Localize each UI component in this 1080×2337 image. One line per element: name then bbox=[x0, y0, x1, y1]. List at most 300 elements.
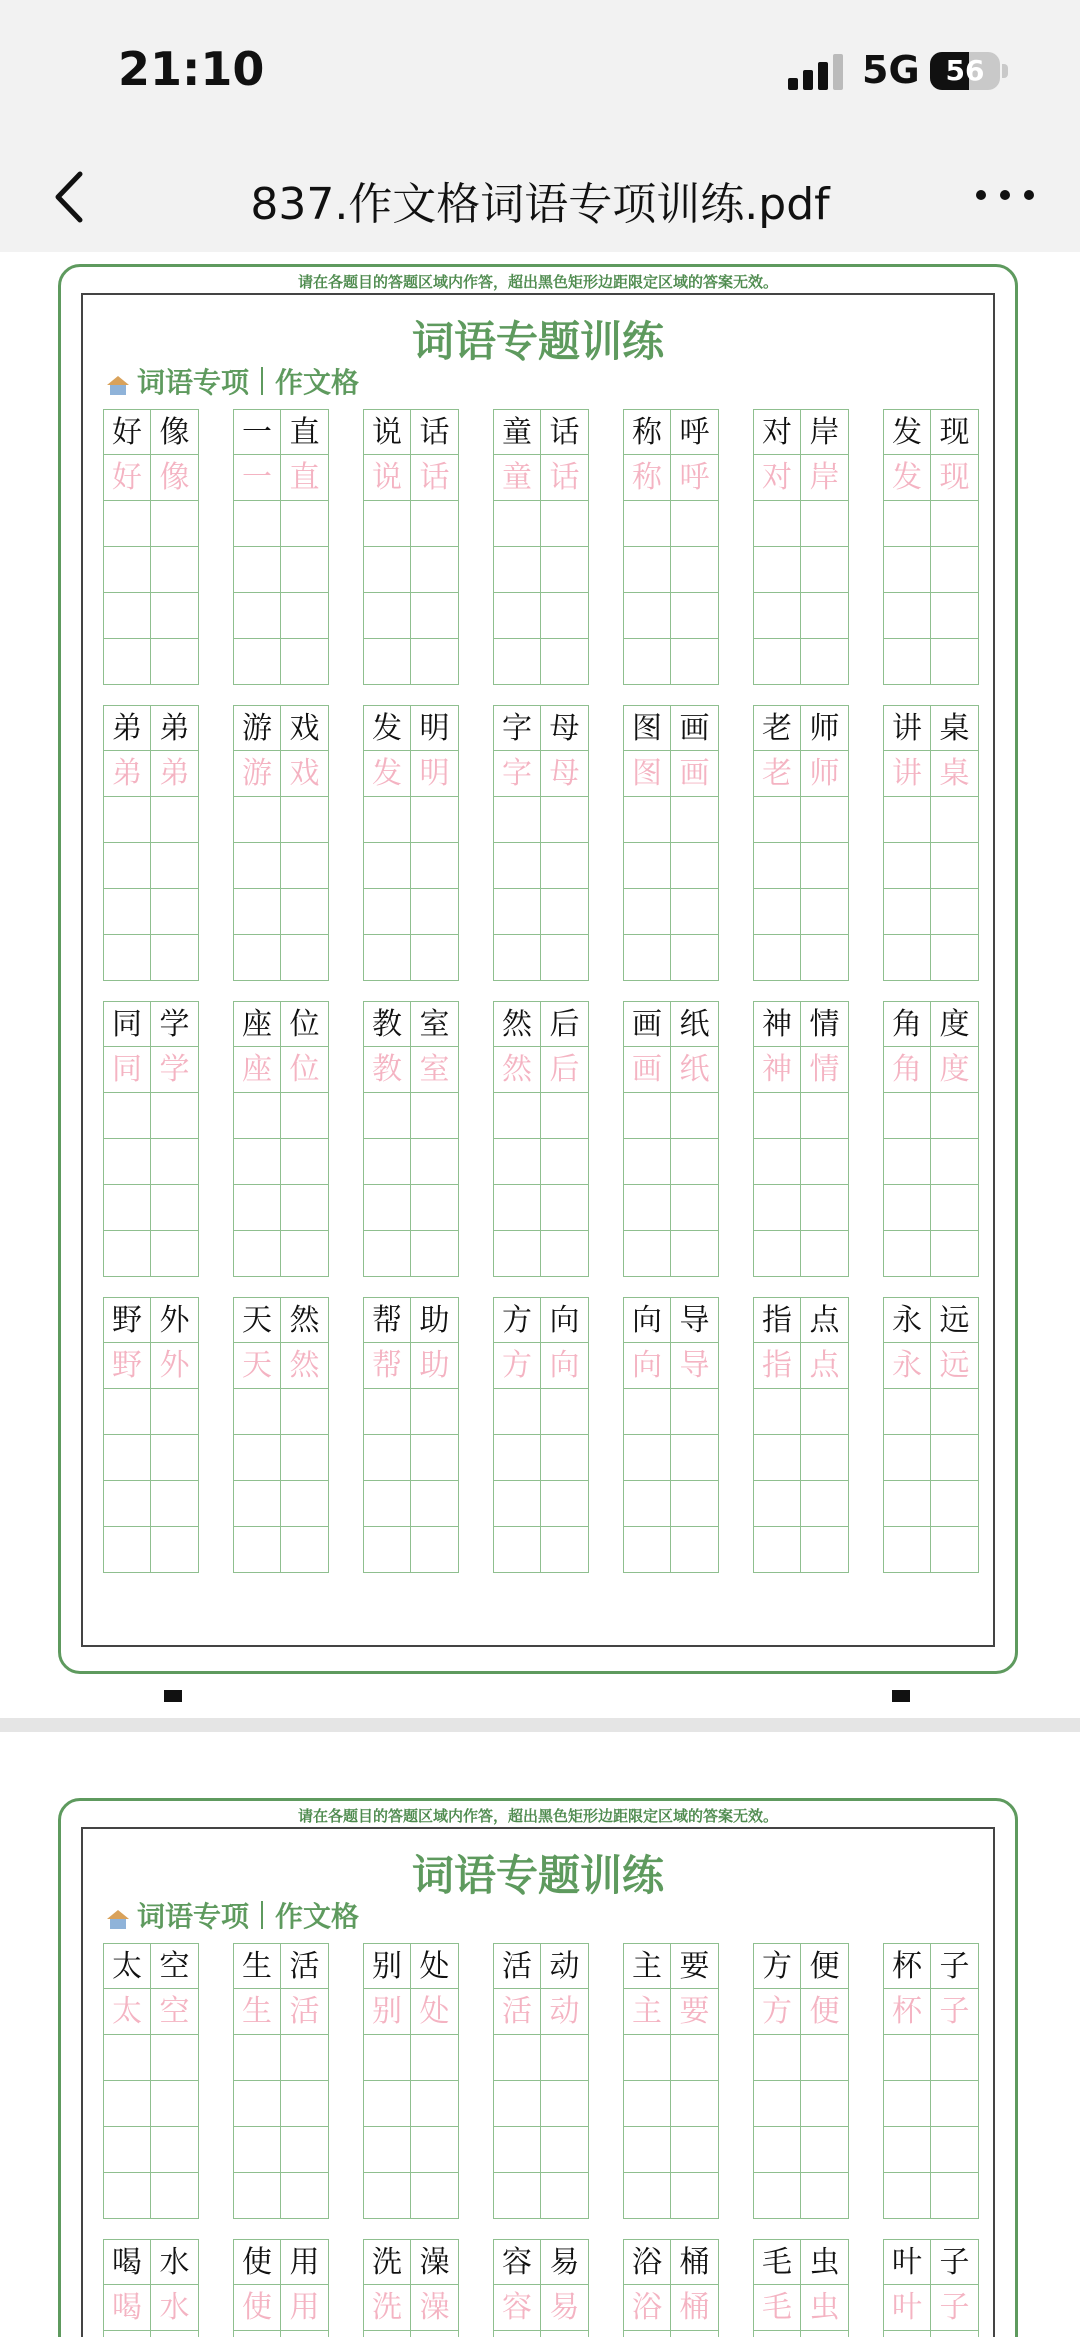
writing-cell[interactable] bbox=[151, 1185, 199, 1231]
writing-cell[interactable] bbox=[233, 2331, 281, 2337]
writing-cell[interactable] bbox=[541, 2331, 589, 2337]
word-character: 空 bbox=[151, 1943, 199, 1989]
writing-cell[interactable] bbox=[103, 843, 151, 889]
writing-cell[interactable] bbox=[363, 1231, 411, 1277]
writing-cell[interactable] bbox=[493, 1185, 541, 1231]
writing-cell[interactable] bbox=[541, 1481, 589, 1527]
writing-cell[interactable] bbox=[623, 593, 671, 639]
writing-cell[interactable] bbox=[753, 1139, 801, 1185]
writing-cell[interactable] bbox=[801, 593, 849, 639]
writing-cell[interactable] bbox=[103, 593, 151, 639]
writing-cell[interactable] bbox=[671, 2081, 719, 2127]
writing-cell[interactable] bbox=[151, 1093, 199, 1139]
writing-cell[interactable] bbox=[281, 1139, 329, 1185]
writing-cell[interactable] bbox=[801, 501, 849, 547]
writing-cell[interactable] bbox=[281, 1093, 329, 1139]
writing-cell[interactable] bbox=[883, 1231, 931, 1277]
writing-cell[interactable] bbox=[103, 935, 151, 981]
writing-cell[interactable] bbox=[931, 2173, 979, 2219]
writing-cell[interactable] bbox=[363, 547, 411, 593]
writing-cell[interactable] bbox=[411, 935, 459, 981]
writing-cell[interactable] bbox=[363, 2081, 411, 2127]
writing-cell[interactable] bbox=[541, 797, 589, 843]
writing-cell[interactable] bbox=[801, 547, 849, 593]
writing-cell[interactable] bbox=[753, 547, 801, 593]
writing-cell[interactable] bbox=[233, 501, 281, 547]
writing-cell[interactable] bbox=[281, 2081, 329, 2127]
writing-cell[interactable] bbox=[151, 2081, 199, 2127]
writing-cell[interactable] bbox=[931, 2035, 979, 2081]
writing-cell[interactable] bbox=[801, 1481, 849, 1527]
writing-cell[interactable] bbox=[281, 2173, 329, 2219]
writing-cell[interactable] bbox=[281, 1435, 329, 1481]
writing-cell[interactable] bbox=[931, 1231, 979, 1277]
writing-cell[interactable] bbox=[753, 2331, 801, 2337]
writing-cell[interactable] bbox=[411, 2331, 459, 2337]
writing-cell[interactable] bbox=[103, 2081, 151, 2127]
writing-cell[interactable] bbox=[151, 1389, 199, 1435]
writing-cell[interactable] bbox=[411, 2035, 459, 2081]
writing-cell[interactable] bbox=[151, 889, 199, 935]
writing-cell[interactable] bbox=[493, 797, 541, 843]
writing-cell[interactable] bbox=[103, 2173, 151, 2219]
writing-cell[interactable] bbox=[493, 2173, 541, 2219]
writing-cell[interactable] bbox=[801, 1527, 849, 1573]
writing-cell[interactable] bbox=[233, 889, 281, 935]
writing-cell[interactable] bbox=[103, 1435, 151, 1481]
writing-cell[interactable] bbox=[541, 1093, 589, 1139]
writing-cell[interactable] bbox=[363, 2173, 411, 2219]
writing-cell[interactable] bbox=[623, 501, 671, 547]
writing-cell[interactable] bbox=[411, 797, 459, 843]
writing-cell[interactable] bbox=[931, 1389, 979, 1435]
writing-cell[interactable] bbox=[541, 501, 589, 547]
writing-cell[interactable] bbox=[151, 593, 199, 639]
writing-cell[interactable] bbox=[411, 501, 459, 547]
writing-cell[interactable] bbox=[671, 1185, 719, 1231]
writing-cell[interactable] bbox=[671, 1093, 719, 1139]
writing-cell[interactable] bbox=[623, 639, 671, 685]
writing-cell[interactable] bbox=[151, 2035, 199, 2081]
writing-cell[interactable] bbox=[623, 889, 671, 935]
writing-cell[interactable] bbox=[541, 843, 589, 889]
writing-cell[interactable] bbox=[411, 1185, 459, 1231]
writing-cell[interactable] bbox=[411, 1231, 459, 1277]
writing-cell[interactable] bbox=[883, 1389, 931, 1435]
writing-cell[interactable] bbox=[363, 1093, 411, 1139]
writing-cell[interactable] bbox=[493, 889, 541, 935]
writing-cell[interactable] bbox=[233, 2081, 281, 2127]
writing-cell[interactable] bbox=[541, 1231, 589, 1277]
writing-cell[interactable] bbox=[281, 501, 329, 547]
writing-cell[interactable] bbox=[151, 843, 199, 889]
writing-cell[interactable] bbox=[883, 639, 931, 685]
writing-cell[interactable] bbox=[493, 1093, 541, 1139]
writing-cell[interactable] bbox=[931, 593, 979, 639]
writing-cell[interactable] bbox=[541, 1185, 589, 1231]
writing-cell[interactable] bbox=[931, 797, 979, 843]
writing-cell[interactable] bbox=[493, 2081, 541, 2127]
writing-cell[interactable] bbox=[671, 639, 719, 685]
writing-cell[interactable] bbox=[363, 1389, 411, 1435]
writing-cell[interactable] bbox=[541, 593, 589, 639]
writing-cell[interactable] bbox=[671, 2035, 719, 2081]
writing-cell[interactable] bbox=[801, 2173, 849, 2219]
writing-cell[interactable] bbox=[103, 1093, 151, 1139]
writing-cell[interactable] bbox=[753, 2127, 801, 2173]
writing-cell[interactable] bbox=[363, 2127, 411, 2173]
writing-cell[interactable] bbox=[151, 2331, 199, 2337]
writing-cell[interactable] bbox=[363, 2035, 411, 2081]
writing-cell[interactable] bbox=[541, 2173, 589, 2219]
writing-cell[interactable] bbox=[931, 2331, 979, 2337]
writing-cell[interactable] bbox=[883, 1139, 931, 1185]
writing-cell[interactable] bbox=[753, 1481, 801, 1527]
writing-cell[interactable] bbox=[931, 889, 979, 935]
writing-cell[interactable] bbox=[883, 935, 931, 981]
writing-cell[interactable] bbox=[623, 1231, 671, 1277]
writing-cell[interactable] bbox=[671, 797, 719, 843]
writing-cell[interactable] bbox=[151, 501, 199, 547]
writing-cell[interactable] bbox=[103, 639, 151, 685]
writing-cell[interactable] bbox=[883, 2035, 931, 2081]
writing-cell[interactable] bbox=[931, 1185, 979, 1231]
writing-cell[interactable] bbox=[151, 935, 199, 981]
writing-cell[interactable] bbox=[493, 639, 541, 685]
word-character: 天 bbox=[233, 1297, 281, 1343]
writing-cell[interactable] bbox=[931, 1093, 979, 1139]
writing-cell[interactable] bbox=[801, 1231, 849, 1277]
writing-cell[interactable] bbox=[623, 2127, 671, 2173]
writing-cell[interactable] bbox=[801, 2035, 849, 2081]
writing-cell[interactable] bbox=[411, 2173, 459, 2219]
writing-cell[interactable] bbox=[753, 935, 801, 981]
writing-cell[interactable] bbox=[363, 1185, 411, 1231]
writing-cell[interactable] bbox=[541, 889, 589, 935]
writing-cell[interactable] bbox=[801, 1185, 849, 1231]
writing-cell[interactable] bbox=[883, 2173, 931, 2219]
writing-cell[interactable] bbox=[233, 2173, 281, 2219]
writing-cell[interactable] bbox=[753, 1389, 801, 1435]
writing-cell[interactable] bbox=[623, 843, 671, 889]
writing-cell[interactable] bbox=[541, 1389, 589, 1435]
writing-cell[interactable] bbox=[103, 2331, 151, 2337]
writing-cell[interactable] bbox=[883, 547, 931, 593]
writing-cell[interactable] bbox=[281, 1389, 329, 1435]
writing-cell[interactable] bbox=[671, 1389, 719, 1435]
writing-cell[interactable] bbox=[801, 2081, 849, 2127]
writing-cell[interactable] bbox=[103, 501, 151, 547]
writing-cell[interactable] bbox=[623, 2173, 671, 2219]
writing-cell[interactable] bbox=[883, 1435, 931, 1481]
writing-cell[interactable] bbox=[281, 843, 329, 889]
writing-cell[interactable] bbox=[233, 639, 281, 685]
writing-cell[interactable] bbox=[753, 593, 801, 639]
writing-cell[interactable] bbox=[103, 1139, 151, 1185]
writing-cell[interactable] bbox=[753, 2035, 801, 2081]
writing-cell[interactable] bbox=[753, 1231, 801, 1277]
writing-cell[interactable] bbox=[753, 1185, 801, 1231]
writing-cell[interactable] bbox=[363, 2331, 411, 2337]
writing-cell[interactable] bbox=[931, 843, 979, 889]
writing-cell[interactable] bbox=[233, 2127, 281, 2173]
writing-cell[interactable] bbox=[233, 1435, 281, 1481]
writing-cell[interactable] bbox=[233, 843, 281, 889]
writing-cell[interactable] bbox=[671, 547, 719, 593]
writing-cell[interactable] bbox=[411, 639, 459, 685]
writing-cell[interactable] bbox=[493, 501, 541, 547]
writing-cell[interactable] bbox=[151, 2173, 199, 2219]
writing-cell[interactable] bbox=[541, 547, 589, 593]
writing-cell[interactable] bbox=[671, 2173, 719, 2219]
writing-cell[interactable] bbox=[541, 2035, 589, 2081]
writing-cell[interactable] bbox=[623, 1185, 671, 1231]
writing-cell[interactable] bbox=[931, 639, 979, 685]
writing-cell[interactable] bbox=[671, 593, 719, 639]
writing-cell[interactable] bbox=[671, 1435, 719, 1481]
writing-cell[interactable] bbox=[363, 501, 411, 547]
writing-cell[interactable] bbox=[801, 935, 849, 981]
writing-cell[interactable] bbox=[411, 1435, 459, 1481]
more-button[interactable] bbox=[970, 170, 1040, 220]
writing-cell[interactable] bbox=[623, 2081, 671, 2127]
writing-cell[interactable] bbox=[103, 1389, 151, 1435]
writing-cell[interactable] bbox=[623, 2035, 671, 2081]
writing-cell[interactable] bbox=[883, 889, 931, 935]
writing-cell[interactable] bbox=[883, 1481, 931, 1527]
writing-cell[interactable] bbox=[233, 1185, 281, 1231]
writing-cell[interactable] bbox=[493, 1139, 541, 1185]
writing-cell[interactable] bbox=[801, 797, 849, 843]
writing-cell[interactable] bbox=[623, 797, 671, 843]
writing-cell[interactable] bbox=[363, 593, 411, 639]
writing-cell[interactable] bbox=[103, 1231, 151, 1277]
writing-cell[interactable] bbox=[671, 501, 719, 547]
writing-cell[interactable] bbox=[233, 1231, 281, 1277]
writing-cell[interactable] bbox=[541, 2127, 589, 2173]
writing-cell[interactable] bbox=[671, 1231, 719, 1277]
writing-cell[interactable] bbox=[363, 889, 411, 935]
writing-cell[interactable] bbox=[411, 1527, 459, 1573]
writing-cell[interactable] bbox=[281, 2127, 329, 2173]
writing-cell[interactable] bbox=[753, 797, 801, 843]
writing-cell[interactable] bbox=[151, 1481, 199, 1527]
writing-cell[interactable] bbox=[363, 1481, 411, 1527]
writing-cell[interactable] bbox=[541, 1139, 589, 1185]
writing-cell[interactable] bbox=[233, 2035, 281, 2081]
writing-cell[interactable] bbox=[233, 593, 281, 639]
writing-cell[interactable] bbox=[151, 1231, 199, 1277]
writing-cell[interactable] bbox=[151, 2127, 199, 2173]
writing-cell[interactable] bbox=[753, 1093, 801, 1139]
writing-cell[interactable] bbox=[281, 2331, 329, 2337]
writing-cell[interactable] bbox=[493, 2035, 541, 2081]
writing-cell[interactable] bbox=[151, 797, 199, 843]
writing-cell[interactable] bbox=[493, 593, 541, 639]
writing-cell[interactable] bbox=[623, 1093, 671, 1139]
writing-cell[interactable] bbox=[411, 2127, 459, 2173]
writing-cell[interactable] bbox=[103, 2035, 151, 2081]
writing-cell[interactable] bbox=[541, 935, 589, 981]
writing-cell[interactable] bbox=[801, 639, 849, 685]
writing-cell[interactable] bbox=[493, 1435, 541, 1481]
writing-cell[interactable] bbox=[931, 547, 979, 593]
writing-cell[interactable] bbox=[623, 1527, 671, 1573]
writing-cell[interactable] bbox=[671, 1527, 719, 1573]
writing-cell[interactable] bbox=[801, 2331, 849, 2337]
writing-cell[interactable] bbox=[411, 1093, 459, 1139]
writing-cell[interactable] bbox=[883, 501, 931, 547]
writing-cell[interactable] bbox=[883, 1185, 931, 1231]
writing-cell[interactable] bbox=[233, 1139, 281, 1185]
writing-cell[interactable] bbox=[281, 1185, 329, 1231]
writing-cell[interactable] bbox=[883, 843, 931, 889]
writing-cell[interactable] bbox=[233, 797, 281, 843]
writing-cell[interactable] bbox=[883, 2081, 931, 2127]
writing-cell[interactable] bbox=[541, 1435, 589, 1481]
writing-cell[interactable] bbox=[103, 889, 151, 935]
writing-cell[interactable] bbox=[363, 797, 411, 843]
writing-cell[interactable] bbox=[411, 1389, 459, 1435]
writing-cell[interactable] bbox=[233, 1389, 281, 1435]
writing-cell[interactable] bbox=[151, 1435, 199, 1481]
writing-cell[interactable] bbox=[801, 843, 849, 889]
writing-cell[interactable] bbox=[151, 1139, 199, 1185]
writing-cell[interactable] bbox=[411, 593, 459, 639]
writing-cell[interactable] bbox=[411, 843, 459, 889]
writing-cell[interactable] bbox=[931, 1527, 979, 1573]
writing-cell[interactable] bbox=[623, 935, 671, 981]
writing-cell[interactable] bbox=[151, 1527, 199, 1573]
writing-cell[interactable] bbox=[671, 889, 719, 935]
writing-cell[interactable] bbox=[233, 935, 281, 981]
writing-cell[interactable] bbox=[883, 2127, 931, 2173]
writing-cell[interactable] bbox=[931, 1435, 979, 1481]
writing-cell[interactable] bbox=[753, 639, 801, 685]
writing-cell[interactable] bbox=[411, 1139, 459, 1185]
writing-cell[interactable] bbox=[363, 935, 411, 981]
writing-cell[interactable] bbox=[883, 1527, 931, 1573]
writing-cell[interactable] bbox=[493, 2127, 541, 2173]
writing-cell[interactable] bbox=[281, 1231, 329, 1277]
writing-cell[interactable] bbox=[541, 639, 589, 685]
writing-cell[interactable] bbox=[411, 889, 459, 935]
writing-cell[interactable] bbox=[493, 935, 541, 981]
writing-cell[interactable] bbox=[233, 1481, 281, 1527]
writing-cell[interactable] bbox=[363, 1527, 411, 1573]
writing-cell[interactable] bbox=[103, 1527, 151, 1573]
writing-cell[interactable] bbox=[281, 935, 329, 981]
back-button[interactable] bbox=[40, 162, 100, 232]
writing-cell[interactable] bbox=[363, 1435, 411, 1481]
writing-cell[interactable] bbox=[671, 2331, 719, 2337]
writing-cell[interactable] bbox=[281, 889, 329, 935]
writing-cell[interactable] bbox=[801, 1139, 849, 1185]
writing-cell[interactable] bbox=[233, 1527, 281, 1573]
writing-cell[interactable] bbox=[541, 1527, 589, 1573]
writing-cell[interactable] bbox=[931, 501, 979, 547]
writing-cell[interactable] bbox=[281, 2035, 329, 2081]
writing-cell[interactable] bbox=[493, 1389, 541, 1435]
writing-cell[interactable] bbox=[493, 547, 541, 593]
writing-cell[interactable] bbox=[103, 547, 151, 593]
writing-cell[interactable] bbox=[281, 797, 329, 843]
writing-cell[interactable] bbox=[931, 1139, 979, 1185]
writing-cell[interactable] bbox=[671, 2127, 719, 2173]
writing-cell[interactable] bbox=[753, 1435, 801, 1481]
writing-cell[interactable] bbox=[931, 935, 979, 981]
writing-cell[interactable] bbox=[623, 1389, 671, 1435]
writing-cell[interactable] bbox=[801, 2127, 849, 2173]
answer-notice: 请在各题目的答题区域内作答，超出黑色矩形边距限定区域的答案无效。 bbox=[297, 1807, 778, 1825]
writing-cell[interactable] bbox=[151, 639, 199, 685]
writing-cell[interactable] bbox=[931, 2127, 979, 2173]
writing-cell[interactable] bbox=[753, 1527, 801, 1573]
writing-cell[interactable] bbox=[281, 593, 329, 639]
writing-cell[interactable] bbox=[411, 547, 459, 593]
writing-cell[interactable] bbox=[753, 843, 801, 889]
writing-cell[interactable] bbox=[281, 1481, 329, 1527]
writing-cell[interactable] bbox=[623, 1435, 671, 1481]
writing-cell[interactable] bbox=[623, 1139, 671, 1185]
writing-cell[interactable] bbox=[103, 797, 151, 843]
writing-cell[interactable] bbox=[753, 2081, 801, 2127]
writing-cell[interactable] bbox=[753, 2173, 801, 2219]
writing-cell[interactable] bbox=[233, 1093, 281, 1139]
writing-cell[interactable] bbox=[493, 1527, 541, 1573]
writing-cell[interactable] bbox=[671, 1139, 719, 1185]
writing-cell[interactable] bbox=[623, 547, 671, 593]
writing-cell[interactable] bbox=[103, 1185, 151, 1231]
writing-cell[interactable] bbox=[411, 2081, 459, 2127]
writing-cell[interactable] bbox=[363, 1139, 411, 1185]
writing-cell[interactable] bbox=[363, 639, 411, 685]
writing-cell[interactable] bbox=[493, 2331, 541, 2337]
writing-cell[interactable] bbox=[883, 593, 931, 639]
writing-cell[interactable] bbox=[233, 547, 281, 593]
writing-cell[interactable] bbox=[363, 843, 411, 889]
writing-cell[interactable] bbox=[151, 547, 199, 593]
writing-cell[interactable] bbox=[883, 1093, 931, 1139]
writing-cell[interactable] bbox=[623, 2331, 671, 2337]
writing-cell[interactable] bbox=[671, 935, 719, 981]
writing-cell[interactable] bbox=[801, 889, 849, 935]
writing-cell[interactable] bbox=[753, 501, 801, 547]
writing-cell[interactable] bbox=[281, 639, 329, 685]
writing-cell[interactable] bbox=[883, 2331, 931, 2337]
writing-cell[interactable] bbox=[883, 797, 931, 843]
writing-cell[interactable] bbox=[801, 1093, 849, 1139]
writing-cell[interactable] bbox=[541, 2081, 589, 2127]
writing-cell[interactable] bbox=[801, 1435, 849, 1481]
writing-cell[interactable] bbox=[103, 2127, 151, 2173]
pdf-viewer[interactable] bbox=[0, 252, 1080, 2337]
writing-cell[interactable] bbox=[801, 1389, 849, 1435]
writing-cell[interactable] bbox=[753, 889, 801, 935]
writing-cell[interactable] bbox=[671, 843, 719, 889]
writing-cell[interactable] bbox=[931, 2081, 979, 2127]
writing-cell[interactable] bbox=[103, 1481, 151, 1527]
writing-cell[interactable] bbox=[623, 1481, 671, 1527]
writing-cell[interactable] bbox=[411, 1481, 459, 1527]
writing-cell[interactable] bbox=[493, 1231, 541, 1277]
writing-cell[interactable] bbox=[931, 1481, 979, 1527]
writing-cell[interactable] bbox=[493, 843, 541, 889]
writing-cell[interactable] bbox=[493, 1481, 541, 1527]
writing-cell[interactable] bbox=[281, 1527, 329, 1573]
writing-cell[interactable] bbox=[281, 547, 329, 593]
writing-cell[interactable] bbox=[671, 1481, 719, 1527]
